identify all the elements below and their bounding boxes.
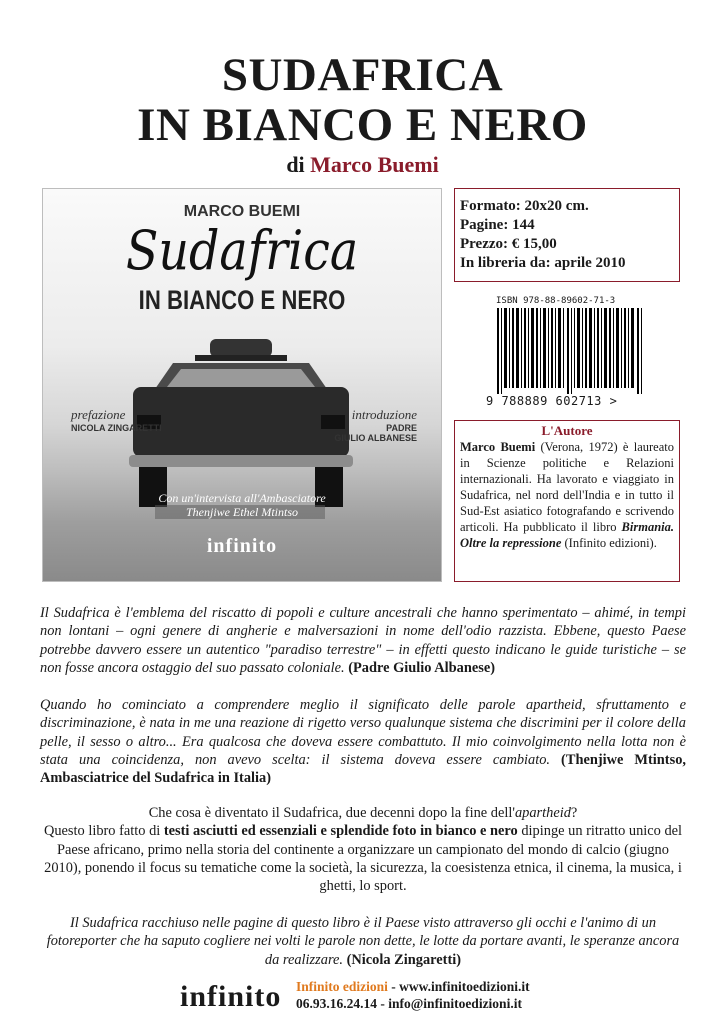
page-title-line1: SUDAFRICA: [221, 49, 504, 101]
barcode: [497, 308, 643, 394]
cover-interview-line2: Thenjiwe Ethel Mtintso: [186, 505, 298, 519]
description-line1-end: ?: [570, 805, 578, 821]
quote-mtintso-text: Quando ho cominciato a comprendere meglio il significato delle parole apartheid, sfruttamento e discriminazione, è nata in me una reazione di rigetto verso qualunque sistema che discrimini per il colore della pelle, il sesso o altro... Era qualcosa che doveva essere combattuto. Il mio coinvolgimento nella lotta non è stata una coincidenza, non avevo scelta: il sistema doveva essere cambiato.: [40, 697, 686, 768]
author-bio-text2: (Infinito edizioni).: [561, 536, 657, 550]
byline-author: Marco Buemi: [310, 152, 439, 177]
description-body: [40, 822, 686, 895]
description-line1-start: Che cosa è diventato il Sudafrica, due decenni dopo la fine dell': [148, 805, 515, 821]
author-bio: [460, 439, 674, 551]
description-line1-ital: apartheid: [514, 805, 571, 821]
quote-albanese-text: Il Sudafrica è l'emblema del riscatto di popoli e culture ancestrali che hanno sperimentato – ahimé, in tempi non lontani – ogni genere di angherie e malversazioni in nome dell'odio razzista. Ebbene, questo Paese potrebbe davvero essere un autentico "paradiso terrestre" – in effetti questo indicano le guide turistiche – se non fosse ancora ostaggio del suo passato coloniale.: [40, 605, 686, 676]
publisher-logo: infinito: [180, 980, 282, 1013]
byline-prefix: di: [286, 152, 305, 177]
cover-intro: [334, 407, 417, 443]
description-body-start: Questo libro fatto di: [43, 823, 164, 840]
cover-interview-line1: Con un'intervista all'Ambasciatore: [158, 491, 326, 505]
closing-quote: [40, 914, 686, 969]
publisher-line1: [296, 978, 530, 995]
cover-intro-role: introduzione: [351, 407, 417, 422]
quote-albanese-source: (Padre Giulio Albanese): [344, 659, 496, 676]
book-info-box: [454, 188, 680, 282]
info-price: Prezzo: € 15,00: [460, 236, 557, 252]
quote-mtintso-source: (Thenjiwe Mtintso, Ambasciatrice del Sudafrica in Italia): [40, 751, 686, 787]
cover-preface-role: prefazione: [71, 407, 126, 422]
description-body-bold: testi asciutti ed essenziali e splendide foto in bianco e nero: [163, 823, 518, 840]
page-title-line2: IN BIANCO E NERO: [137, 99, 588, 151]
quote-mtintso: [40, 696, 686, 787]
closing-quote-text: Il Sudafrica racchiuso nelle pagine di questo libro è il Paese visto attraverso gli occhi e l'animo di un fotoreporter che ha saputo cogliere nei volti le parole non dette, le lotte da portare avanti, le speranze ancora da realizzare.: [46, 915, 680, 968]
description-line1: [40, 804, 686, 822]
book-cover: [42, 188, 442, 582]
author-box: [454, 420, 680, 582]
author-bio-text1: (Verona, 1972) è laureato in Scienze politiche e Relazioni internazionali. Ha lavorato e viaggiato in Sudafrica, nel nord dell'India e in tutto il Sud-Est asiatico fotografando e scrivendo articoli. Ha pubblicato il libro: [460, 440, 674, 534]
publisher-contacts-line[interactable]: 06.93.16.24.14 - info@infinitoedizioni.it: [296, 996, 522, 1011]
author-box-heading: L'Autore: [541, 423, 593, 438]
isbn-digits: 9 788889 602713 >: [486, 394, 618, 408]
author-bio-name: Marco Buemi: [460, 440, 536, 454]
closing-quote-source: (Nicola Zingaretti): [343, 951, 462, 968]
author-bio-book: Birmania. Oltre la repressione: [460, 520, 674, 550]
info-format: Formato: 20x20 cm.: [460, 198, 589, 214]
cover-script-title: Sudafrica: [125, 219, 359, 282]
cover-publisher-logo: infinito: [206, 535, 278, 557]
byline: [0, 152, 725, 178]
description-body-end: dipinge un ritratto unico del Paese africano, primo nella storia del continente a organizzare un campionato del mondo di calcio (giugno 2010), ponendo il focus su tematiche come la società, la sicurezza, la coesistenza etnica, il cinema, la musica, i ghetti, lo sport.: [44, 823, 683, 895]
info-pages: Pagine: 144: [460, 217, 535, 233]
car-photo: [115, 329, 365, 559]
cover-intro-name-2: GIULIO ALBANESE: [334, 433, 417, 443]
cover-preface-name: NICOLA ZINGARETTI: [71, 423, 162, 433]
cover-intro-name-1: PADRE: [386, 423, 417, 433]
isbn-label: ISBN 978-88-89602-71-3: [496, 296, 616, 306]
publisher-brand: Infinito edizioni: [296, 979, 388, 994]
quote-albanese: [40, 604, 686, 677]
info-release: In libreria da: aprile 2010: [460, 255, 626, 271]
publisher-website[interactable]: - www.infinitoedizioni.it: [387, 979, 530, 994]
description: [40, 804, 686, 895]
cover-interview: [43, 491, 441, 519]
cover-preface: [71, 407, 162, 433]
publisher-contacts: [296, 978, 530, 1012]
cover-author: MARCO BUEMI: [183, 203, 301, 220]
cover-subtitle: IN BIANCO E NERO: [138, 285, 346, 315]
